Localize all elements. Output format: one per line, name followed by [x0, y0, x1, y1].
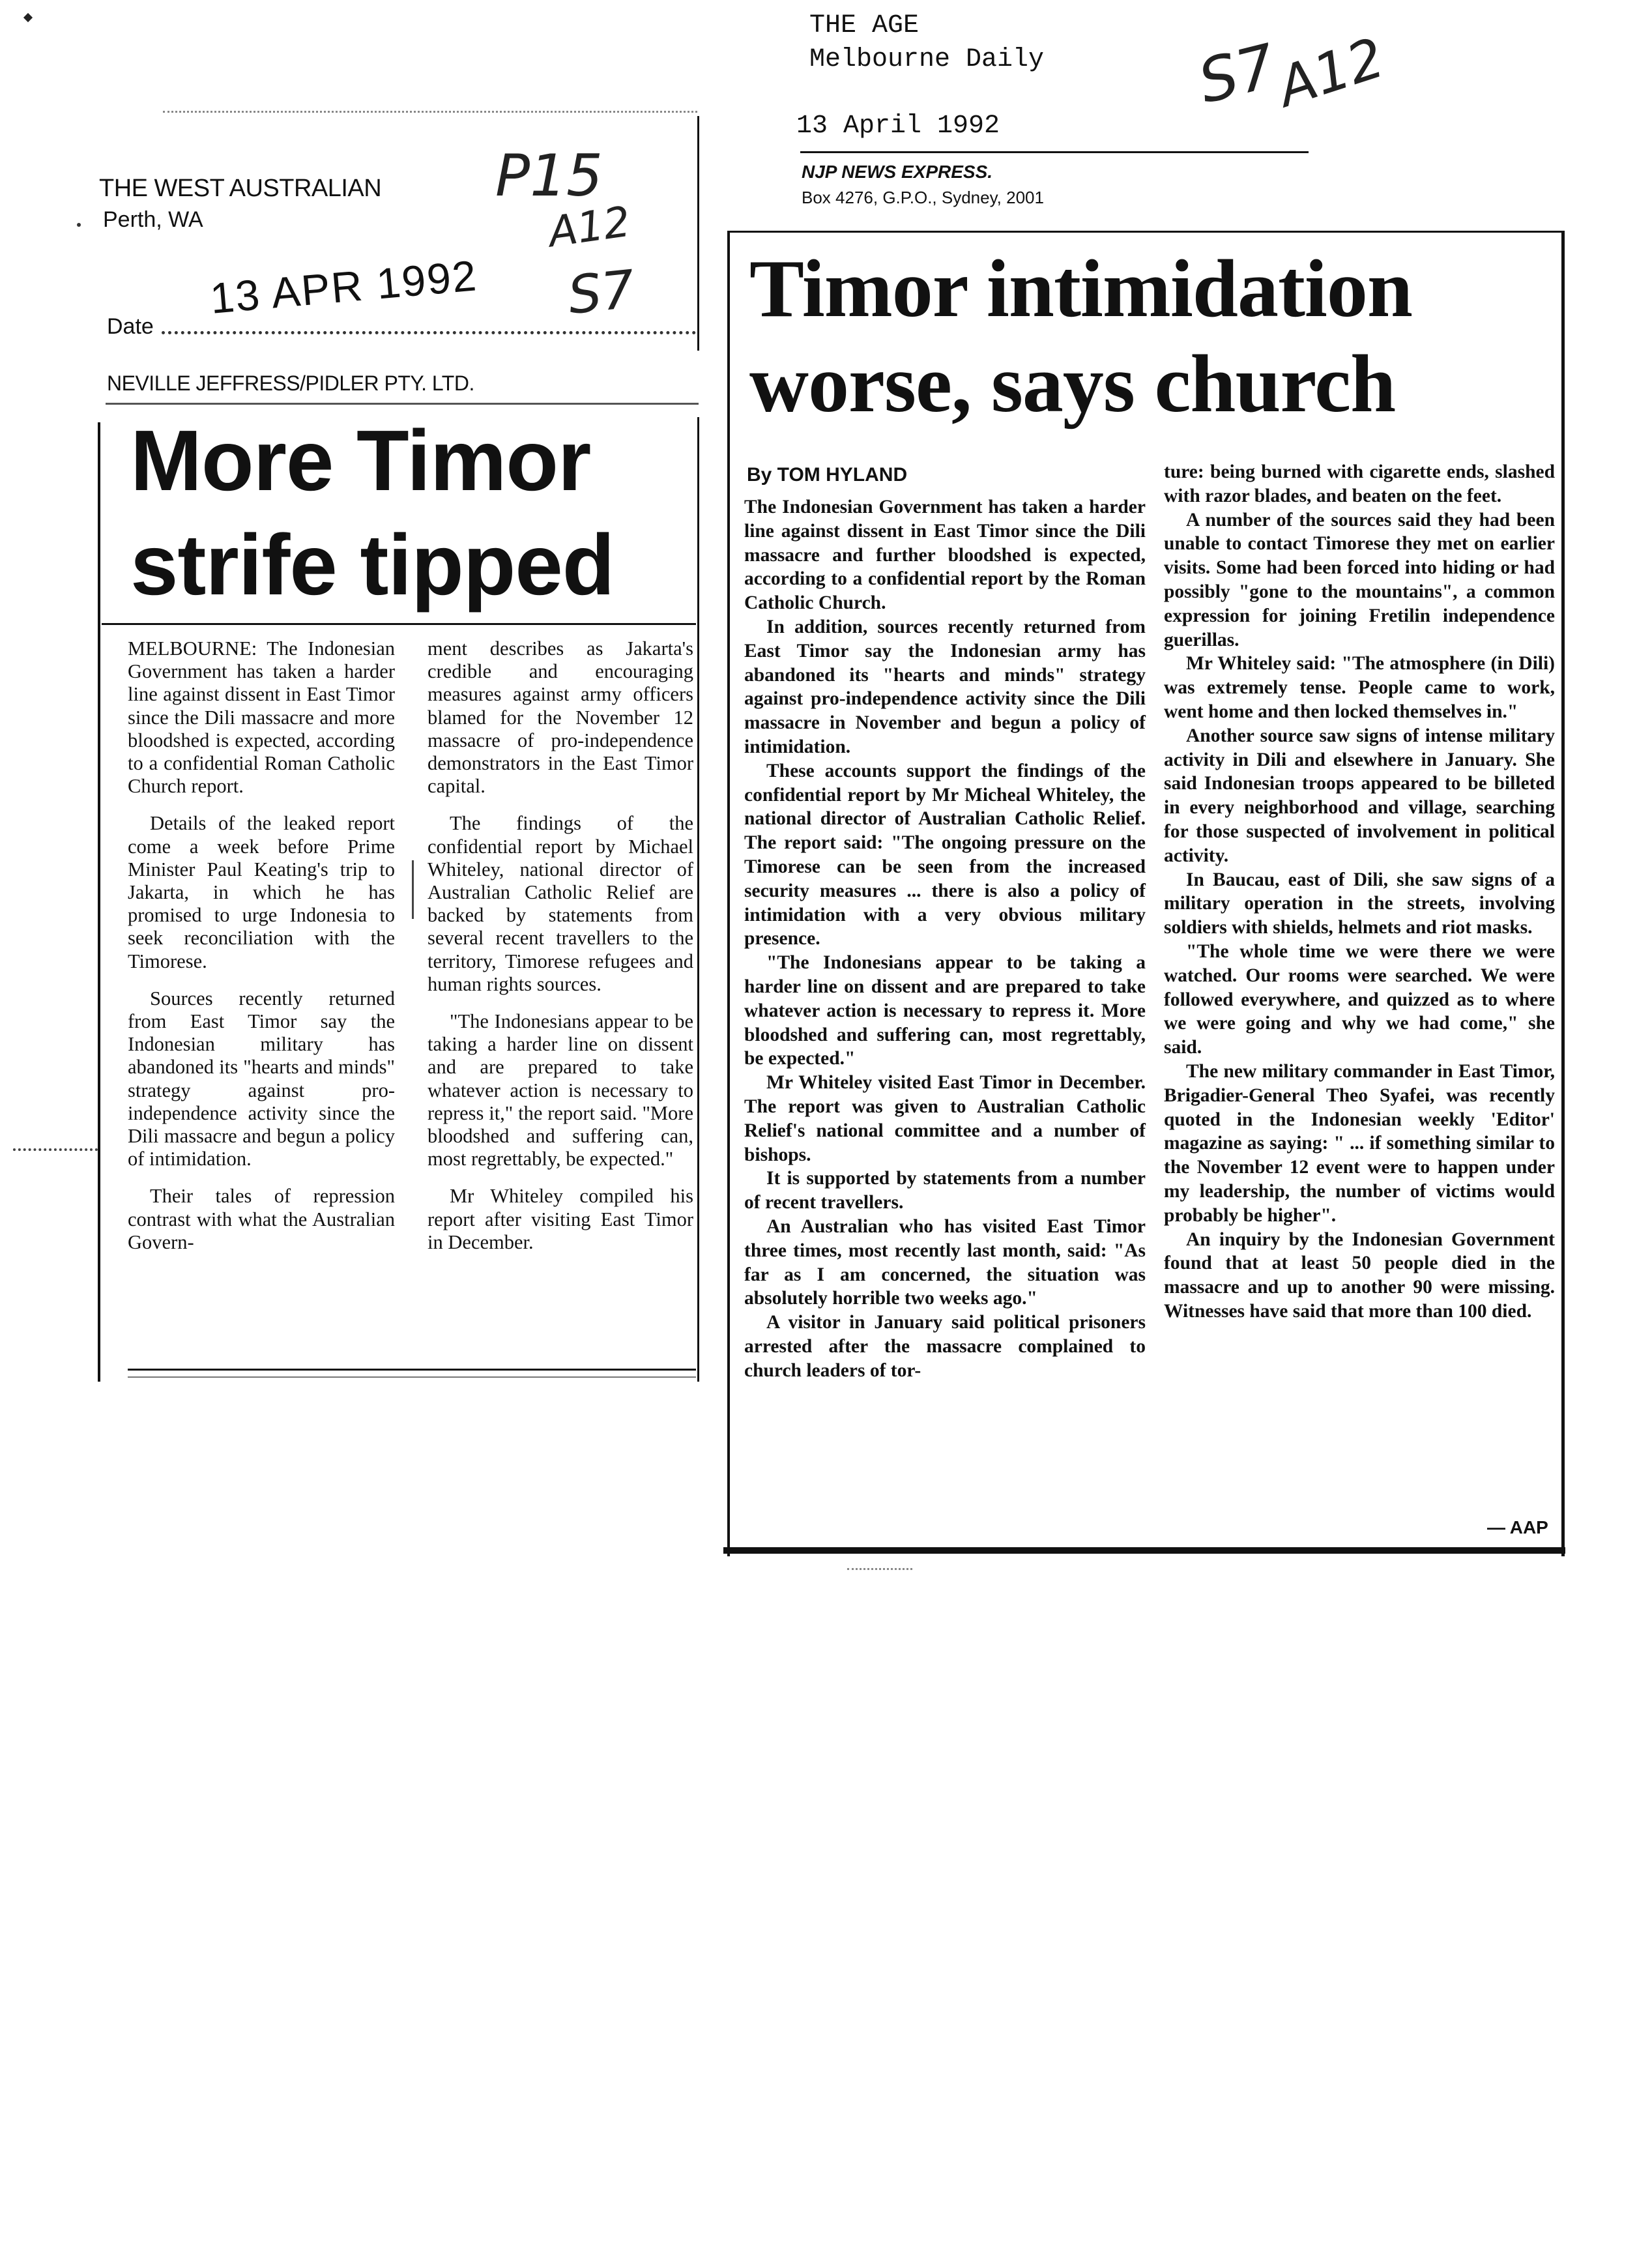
left-col1-para: MELBOURNE: The Indonesian Government has taken a harder line against dissent in East Timor since the Dili massacre and more bloodshed is expected, according to a confidential Roman Catholic Church report.: [128, 637, 395, 798]
the-age-edition: Melbourne Daily: [809, 45, 1045, 74]
right-col2-para: A number of the sources said they had been unable to contact Timorese they met on earlier visits. Some had been forced into hiding or had possibly "gone to the mountains", a common expression for joining Fretilin independence guerillas.: [1164, 509, 1555, 650]
right-col2-para: Mr Whiteley said: "The atmosphere (in Dili) was extremely tense. People came to work, went home and then locked themselves in.": [1164, 653, 1555, 722]
the-age-agency-address: Box 4276, G.P.O., Sydney, 2001: [802, 188, 1044, 207]
right-article-credit: — AAP: [1487, 1517, 1548, 1537]
west-australian-title: THE WEST AUSTRALIAN: [99, 175, 382, 202]
left-col2-para: "The Indonesians appear to be taking a harder line on dissent and are prepared to take whatever action is necessary to repress it," the report said. "More bloodshed and suffering can, most regrettably, be expected.": [427, 1010, 693, 1170]
west-top-dotted-rule: [163, 111, 697, 113]
right-col2-para: In Baucau, east of Dili, she saw signs of a military operation in the streets, involving soldiers with shields, helmets and riot masks.: [1164, 869, 1555, 938]
right-article-column-1: [744, 495, 1146, 1382]
right-col1-para: An Australian who has visited East Timor three times, most recently last month, said: "As far as I am concerned, the situation was absolutely horrible two weeks ago.": [744, 1215, 1146, 1309]
corner-mark: [23, 13, 33, 22]
west-date-stamp: 13 APR 1992: [208, 251, 480, 323]
the-age-agency-name: NJP NEWS EXPRESS.: [802, 162, 993, 182]
right-col1-para: The Indonesian Government has taken a harder line against dissent in East Timor since the Dili massacre and further bloodshed is expected, according to a confidential report by the Roman Catholic Church.: [744, 497, 1146, 614]
right-article-bottom-rule: [723, 1547, 1565, 1554]
scan-speck: [77, 223, 81, 227]
the-age-header-rule: [800, 151, 1309, 153]
right-col1-para: Mr Whiteley visited East Timor in December. The report was given to Australian Catholic Relief's national committee and a number of bishops.: [744, 1072, 1146, 1165]
west-date-label: Date: [107, 314, 154, 339]
right-col1-para: It is supported by statements from a number of recent travellers.: [744, 1168, 1146, 1214]
handwritten-note-s7-top: S7: [1191, 31, 1283, 117]
right-col2-para: The new military commander in East Timor, Brigadier-General Theo Syafei, was recently quoted in the Indonesian weekly 'Editor' magazine as saying: " ... if something similar to the November 12 event were to happen under my leadership, the number of victims would probably be higher".: [1164, 1060, 1555, 1226]
right-col2-para: ture: being burned with cigarette ends, slashed with razor blades, and beaten on the feet.: [1164, 461, 1555, 506]
right-col1-para: These accounts support the findings of the confidential report by Mr Micheal Whiteley, the national director of Australian Catholic Relief. The report said: "The ongoing pressure on the Timorese can be seen from the increased security measures ... there is also a policy of intimidation with a very obvious military presence.: [744, 760, 1146, 950]
left-article-bottom-rule-2: [128, 1376, 696, 1378]
right-bottom-specks: [847, 1568, 912, 1570]
left-column-divider: [412, 860, 414, 919]
right-article-column-2: [1164, 460, 1555, 1324]
right-article-top-rule: [727, 231, 1565, 233]
left-headline-line2: strife tipped: [130, 517, 615, 613]
left-col2-para: Mr Whiteley compiled his report after visiting East Timor in December.: [427, 1185, 693, 1253]
left-col2-para: ment describes as Jakarta's credible and encouraging measures against army officers blamed for the November 12 massacre of pro-independence demonstrators in the East Timor capital.: [427, 637, 693, 798]
west-agency-name: NEVILLE JEFFRESS/PIDLER PTY. LTD.: [107, 371, 474, 395]
right-col2-para: Another source saw signs of intense military activity in Dili and elsewhere in January. She said Indonesian troops appeared to be billeted in every neighborhood and village, searching for those suspected of involvement in political activity.: [1164, 725, 1555, 866]
handwritten-note-s7-left: S7: [565, 258, 638, 327]
left-article-bottom-rule-1: [128, 1369, 696, 1371]
the-age-title: THE AGE: [809, 11, 920, 40]
the-age-date: 13 April 1992: [796, 111, 1000, 141]
right-article-right-rule: [1561, 231, 1565, 1556]
left-article-column-1: [128, 637, 395, 1254]
left-col1-para: Their tales of repression contrast with what the Australian Govern-: [128, 1185, 395, 1253]
handwritten-note-a12-left: A12: [545, 197, 633, 257]
right-col2-para: "The whole time we were there we were watched. Our rooms were searched. We were followed everywhere, and quizzed as to where we were going and why we had come," she said.: [1164, 940, 1555, 1058]
left-article-right-rule: [697, 417, 699, 1382]
left-headline-line1: More Timor: [130, 413, 591, 508]
left-article-column-2: [427, 637, 693, 1254]
right-col1-para: "The Indonesians appear to be taking a harder line on dissent and are prepared to take whatever action is necessary to repress it. More bloodshed and suffering can, most regrettably, be expected.": [744, 952, 1146, 1069]
left-col1-para: Details of the leaked report come a week before Prime Minister Paul Keating's trip to Jakarta, in which he has promised to urge Indonesia to seek reconciliation with the Timorese.: [128, 812, 395, 972]
right-byline: By TOM HYLAND: [747, 464, 908, 486]
left-edge-dots: [13, 1148, 98, 1151]
west-date-dots: [162, 331, 696, 334]
left-col2-para: The findings of the confidential report by Michael Whiteley, national director of Australian Catholic Relief are backed by statements from several recent travellers to the territory, Timorese refugees and human rights sources.: [427, 812, 693, 995]
left-col1-para: Sources recently returned from East Timor say the Indonesian military has abandoned its "hearts and minds" strategy against pro-independence activity since the Dili massacre and begun a policy of intimidation.: [128, 987, 395, 1170]
right-headline-line2: worse, says church: [749, 339, 1396, 429]
right-col2-para: An inquiry by the Indonesian Government found that at least 50 people died in the massacre and up to another 90 were missing. Witnesses have said that more than 100 died.: [1164, 1228, 1555, 1322]
right-col1-para: A visitor in January said political prisoners arrested after the massacre complained to church leaders of tor-: [744, 1312, 1146, 1381]
west-australian-city: Perth, WA: [103, 207, 203, 232]
west-agency-rule: [106, 403, 699, 405]
left-headline-rule: [102, 623, 696, 625]
west-header-right-rule: [697, 116, 699, 351]
right-article-left-rule: [727, 231, 730, 1556]
right-headline-line1: Timor intimidation: [749, 244, 1413, 334]
handwritten-note-p15: P15: [495, 142, 603, 209]
right-col1-para: In addition, sources recently returned from East Timor say the Indonesian army has abandoned its "hearts and minds" strategy against pro-independence activity since the Dili massacre in November and begun a policy of intimidation.: [744, 616, 1146, 757]
left-article-left-rule: [98, 422, 100, 1382]
handwritten-note-a12-top: A12: [1269, 25, 1392, 119]
